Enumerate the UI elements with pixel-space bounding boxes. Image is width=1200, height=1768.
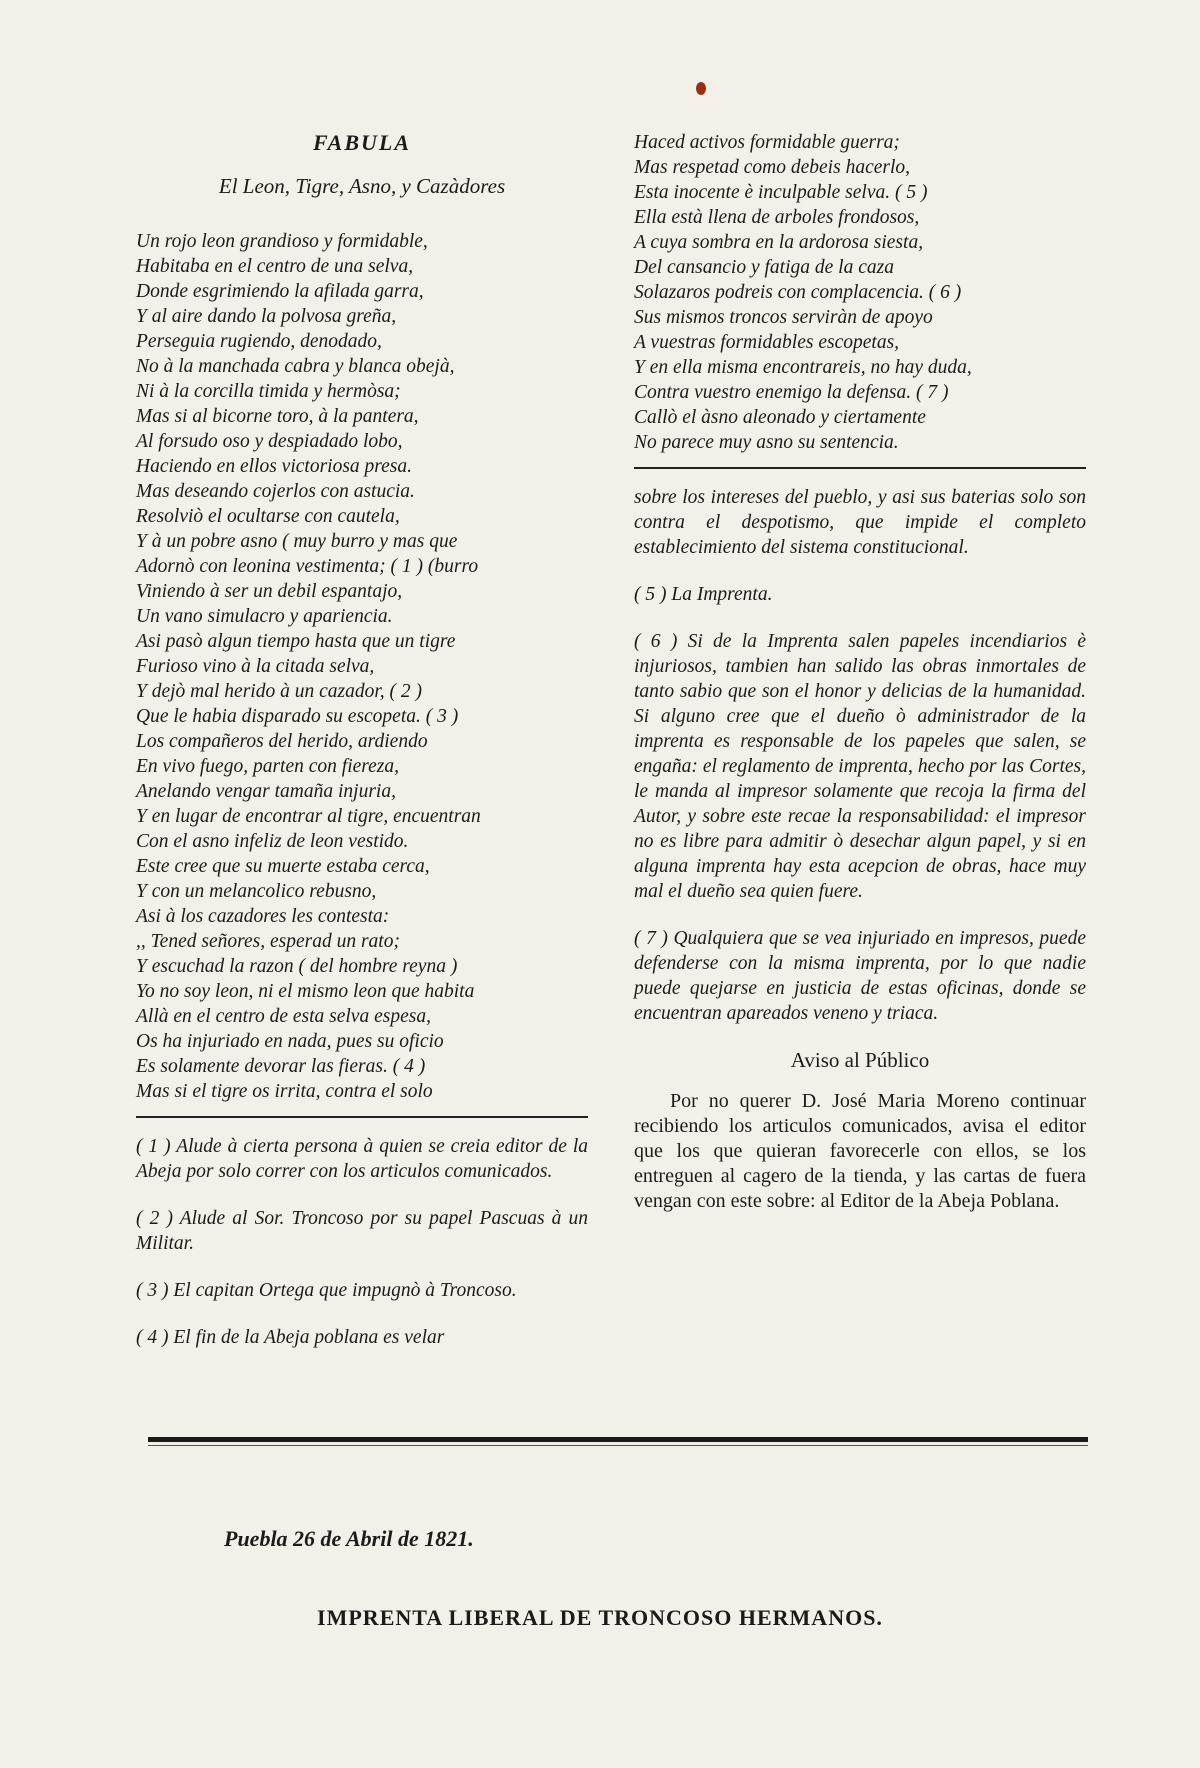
verse-line: Yo no soy leon, ni el mismo leon que habita [136, 981, 475, 1002]
verse-line: Ni à la corcilla timida y hermòsa; [136, 381, 401, 402]
verse-line: Un rojo leon grandioso y formidable, [136, 231, 428, 252]
footer-rule [148, 1437, 1088, 1442]
verse-line: Es solamente devorar las fieras. ( 4 ) [136, 1056, 426, 1077]
footnote: ( 3 ) El capitan Ortega que impugnò à Troncoso. [136, 1280, 517, 1301]
footnote-4-continued: sobre los intereses del pueblo, y asi sus baterias solo son contra el despotismo, que impide el completo establecimiento del sistema constitucional. [634, 487, 1086, 558]
verse-line: Resolviò el ocultarse con cautela, [136, 506, 400, 527]
verse-line: Asi à los cazadores les contesta: [136, 906, 390, 927]
verse-line: Y con un melancolico rebusno, [136, 881, 377, 902]
footer-rule-thin [148, 1445, 1088, 1446]
verse-line: Al forsudo oso y despiadado lobo, [136, 431, 403, 452]
footnote: ( 4 ) El fin de la Abeja poblana es velar [136, 1327, 445, 1348]
right-column [634, 130, 1086, 1214]
fable-verses-continued [634, 130, 1086, 455]
verse-line: Mas si el tigre os irrita, contra el solo [136, 1081, 433, 1102]
footnote-5: ( 5 ) La Imprenta. [634, 584, 773, 605]
verse-line: Os ha injuriado en nada, pues su oficio [136, 1031, 444, 1052]
fable-verses [136, 229, 588, 1104]
footnote-7: ( 7 ) Qualquiera que se vea injuriado en impresos, puede defenderse con la misma imprenta, por lo que nadie puede quejarse en justicia de estas oficinas, donde se encuentran apareados veneno y triaca. [634, 928, 1086, 1024]
left-column [136, 130, 588, 1372]
verse-line: Anelando vengar tamaña injuria, [136, 781, 396, 802]
verse-line: Haced activos formidable guerra; [634, 132, 900, 153]
publication-date: Puebla 26 de Abril de 1821. [224, 1526, 474, 1551]
fable-title: FABULA [312, 130, 411, 155]
verse-line: Haciendo en ellos victoriosa presa. [136, 456, 413, 477]
verse-line: Este cree que su muerte estaba cerca, [136, 856, 430, 877]
verse-line: Que le habia disparado su escopeta. ( 3 ) [136, 706, 459, 727]
verse-line: Mas si al bicorne toro, à la pantera, [136, 406, 419, 427]
verse-line: Mas respetad como debeis hacerlo, [634, 157, 911, 178]
ink-spot [696, 82, 706, 95]
footnotes [136, 1134, 588, 1350]
footnote-6: ( 6 ) Si de la Imprenta salen papeles incendiarios è injuriosos, tambien han salido las obras inmortales de tanto sabio que son el honor y delicias de la humanidad. Si alguno cree que el dueño ò administrador de la imprenta es responsable de los papeles que salen, se engaña: el reglamento de imprenta, hecho por las Cortes, le manda al impresor solamente que recoja la firma del Autor, y sobre este recae la responsabilidad: el impresor no es libre para admitir ò desechar algun papel, y si en alguna imprenta hay esta acepcion de obras, hace muy mal el dueño sea quien fuere. [634, 631, 1086, 902]
verse-line: Un vano simulacro y apariencia. [136, 606, 393, 627]
verse-line: Y al aire dando la polvosa greña, [136, 306, 397, 327]
verse-line: Allà en el centro de esta selva espesa, [136, 1006, 431, 1027]
verse-line: Y en ella misma encontrareis, no hay duda, [634, 357, 972, 378]
verse-line: Adornò con leonina vestimenta; ( 1 ) (burro [136, 556, 479, 577]
footnote: ( 2 ) Alude al Sor. Troncoso por su papel Pascuas à un Militar. [136, 1208, 588, 1254]
fable-subtitle: El Leon, Tigre, Asno, y Cazàdores [218, 174, 506, 198]
verse-line: Y escuchad la razon ( del hombre reyna ) [136, 956, 458, 977]
verse-line: Sus mismos troncos serviràn de apoyo [634, 307, 933, 328]
verse-line: Habitaba en el centro de una selva, [136, 256, 414, 277]
verse-line: ,, Tened señores, esperad un rato; [136, 931, 400, 952]
printer-imprint: IMPRENTA LIBERAL DE TRONCOSO HERMANOS. [317, 1605, 883, 1630]
verse-line: Y dejò mal herido à un cazador, ( 2 ) [136, 681, 422, 702]
verse-line: Mas deseando cojerlos con astucia. [136, 481, 415, 502]
footnote: ( 1 ) Alude à cierta persona à quien se creia editor de la Abeja por solo correr con los articulos comunicados. [136, 1136, 588, 1182]
column-divider [136, 1116, 588, 1118]
verse-line: Donde esgrimiendo la afilada garra, [136, 281, 424, 302]
verse-line: Los compañeros del herido, ardiendo [136, 731, 428, 752]
verse-line: Esta inocente è inculpable selva. ( 5 ) [634, 182, 928, 203]
verse-line: A vuestras formidables escopetas, [634, 332, 900, 353]
verse-line: Callò el àsno aleonado y ciertamente [634, 407, 926, 428]
verse-line: Furioso vino à la citada selva, [136, 656, 375, 677]
verse-line: Y à un pobre asno ( muy burro y mas que [136, 531, 458, 552]
verse-line: Contra vuestro enemigo la defensa. ( 7 ) [634, 382, 949, 403]
notice-body: Por no querer D. José Maria Moreno continuar recibiendo los articulos comunicados, avisa el editor que los que quieran favorecerle con ellos, se los entreguen al cagero de la tienda, y las cartas de fuera vengan con este sobre: al Editor de la Abeja Poblana. [634, 1090, 1086, 1212]
verse-line: Asi pasò algun tiempo hasta que un tigre [136, 631, 456, 652]
verse-line: Solazaros podreis con complacencia. ( 6 ) [634, 282, 962, 303]
verse-line: Perseguia rugiendo, denodado, [136, 331, 382, 352]
column-divider [634, 467, 1086, 469]
verse-line: Del cansancio y fatiga de la caza [634, 257, 894, 278]
verse-line: No parece muy asno su sentencia. [634, 432, 899, 453]
verse-line: A cuya sombra en la ardorosa siesta, [634, 232, 924, 253]
verse-line: Y en lugar de encontrar al tigre, encuentran [136, 806, 481, 827]
notice-title: Aviso al Público [790, 1048, 930, 1072]
verse-line: No à la manchada cabra y blanca obejà, [136, 356, 455, 377]
verse-line: Ella està llena de arboles frondosos, [634, 207, 920, 228]
verse-line: Viniendo à ser un debil espantajo, [136, 581, 403, 602]
verse-line: Con el asno infeliz de leon vestido. [136, 831, 409, 852]
verse-line: En vivo fuego, parten con fiereza, [136, 756, 400, 777]
